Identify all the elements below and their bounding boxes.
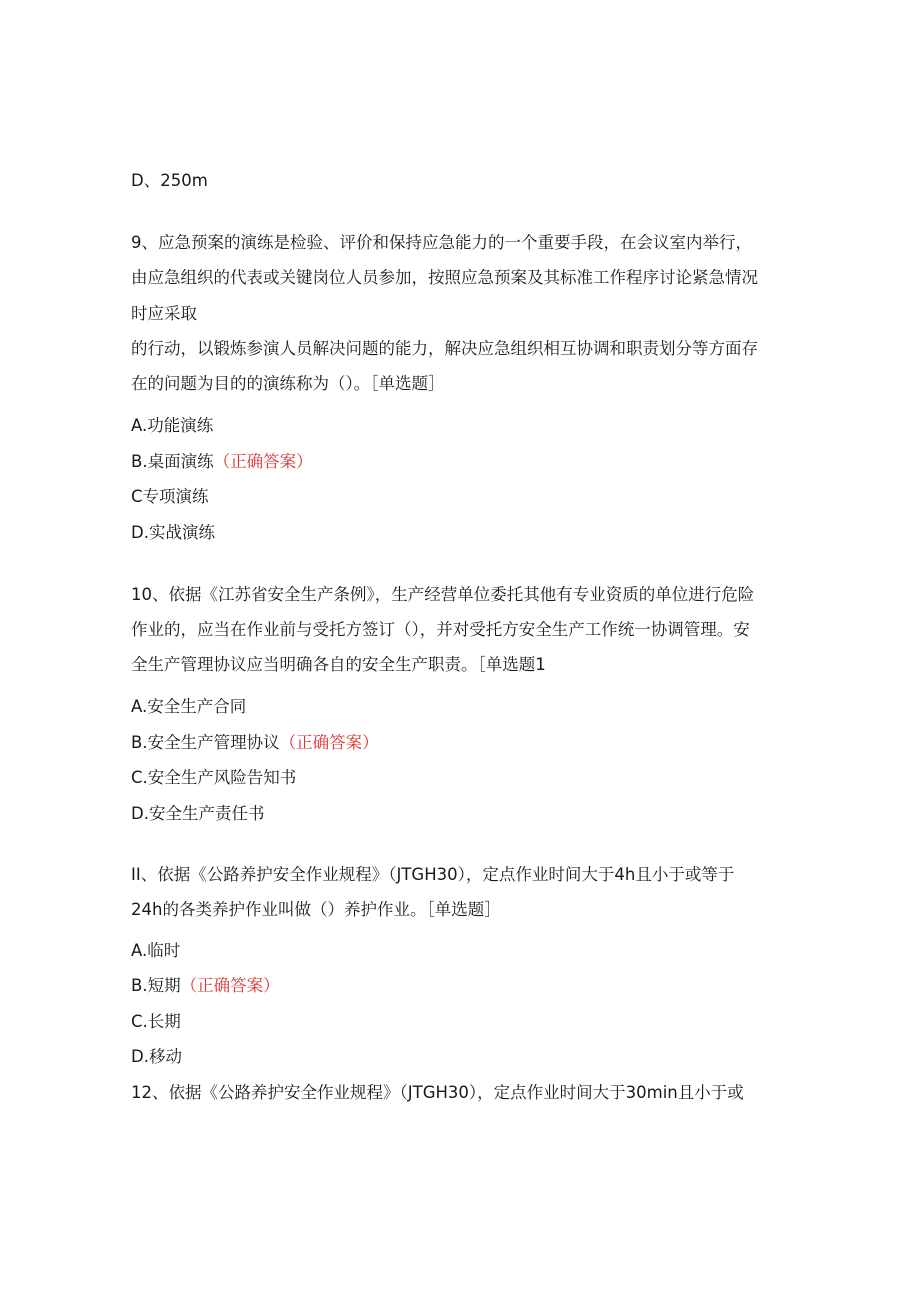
option-text: B.桌面演练 (131, 452, 214, 471)
question-9-option-c: C专项演练 (131, 487, 209, 506)
question-11-option-b (131, 976, 280, 996)
question-10-line-1: 10、依据《江苏省安全生产条例》，生产经营单位委托其他有专业资质的单位进行危险 (131, 585, 755, 604)
question-10-option-b (131, 733, 379, 753)
question-9-option-d: D.实战演练 (131, 523, 215, 542)
question-10-option-d: D.安全生产责任书 (131, 804, 265, 823)
question-11-option-a: A.临时 (131, 941, 181, 960)
question-11-option-c: C.长期 (131, 1012, 181, 1031)
question-11-line-2: 24h的各类养护作业叫做（）养护作业。［单选题］ (131, 900, 501, 919)
question-9-line-4: 的行动，以锻炼参演人员解决问题的能力，解决应急组织相互协调和职责划分等方面存 (131, 339, 758, 358)
correct-answer-mark: （正确答案） (279, 733, 379, 752)
option-text: B.短期 (131, 976, 181, 995)
question-9-option-b (131, 452, 313, 472)
question-10-option-a: A.安全生产合同 (131, 697, 247, 716)
question-10-line-2: 作业的，应当在作业前与受托方签订（），并对受托方安全生产工作统一协调管理。安 (131, 620, 750, 639)
question-10-option-c: C.安全生产风险告知书 (131, 768, 297, 787)
correct-answer-mark: （正确答案） (213, 452, 313, 471)
question-12-line-1: 12、依据《公路养护安全作业规程》（JTGH30），定点作业时间大于30min且小于或 (131, 1083, 744, 1102)
question-9-line-3: 时应采取 (131, 304, 197, 323)
correct-answer-mark: （正确答案） (180, 976, 280, 995)
question-9-line-5: 在的问题为目的的演练称为（）。［单选题］ (131, 374, 445, 393)
question-11-line-1: II、依据《公路养护安全作业规程》（JTGH30），定点作业时间大于4h且小于或等于 (131, 865, 735, 884)
question-9-line-2: 由应急组织的代表或关键岗位人员参加，按照应急预案及其标准工作程序讨论紧急情况 (131, 268, 758, 287)
question-9-option-a: A.功能演练 (131, 416, 214, 435)
option-text: B.安全生产管理协议 (131, 733, 280, 752)
question-10-line-3: 全生产管理协议应当明确各自的安全生产职责。［单选题1 (131, 655, 546, 674)
prev-option-d: D、250m (131, 171, 208, 190)
question-11-option-d: D.移动 (131, 1047, 182, 1066)
question-9-line-1: 9、应急预案的演练是检验、评价和保持应急能力的一个重要手段，在会议室内举行， (131, 233, 752, 252)
